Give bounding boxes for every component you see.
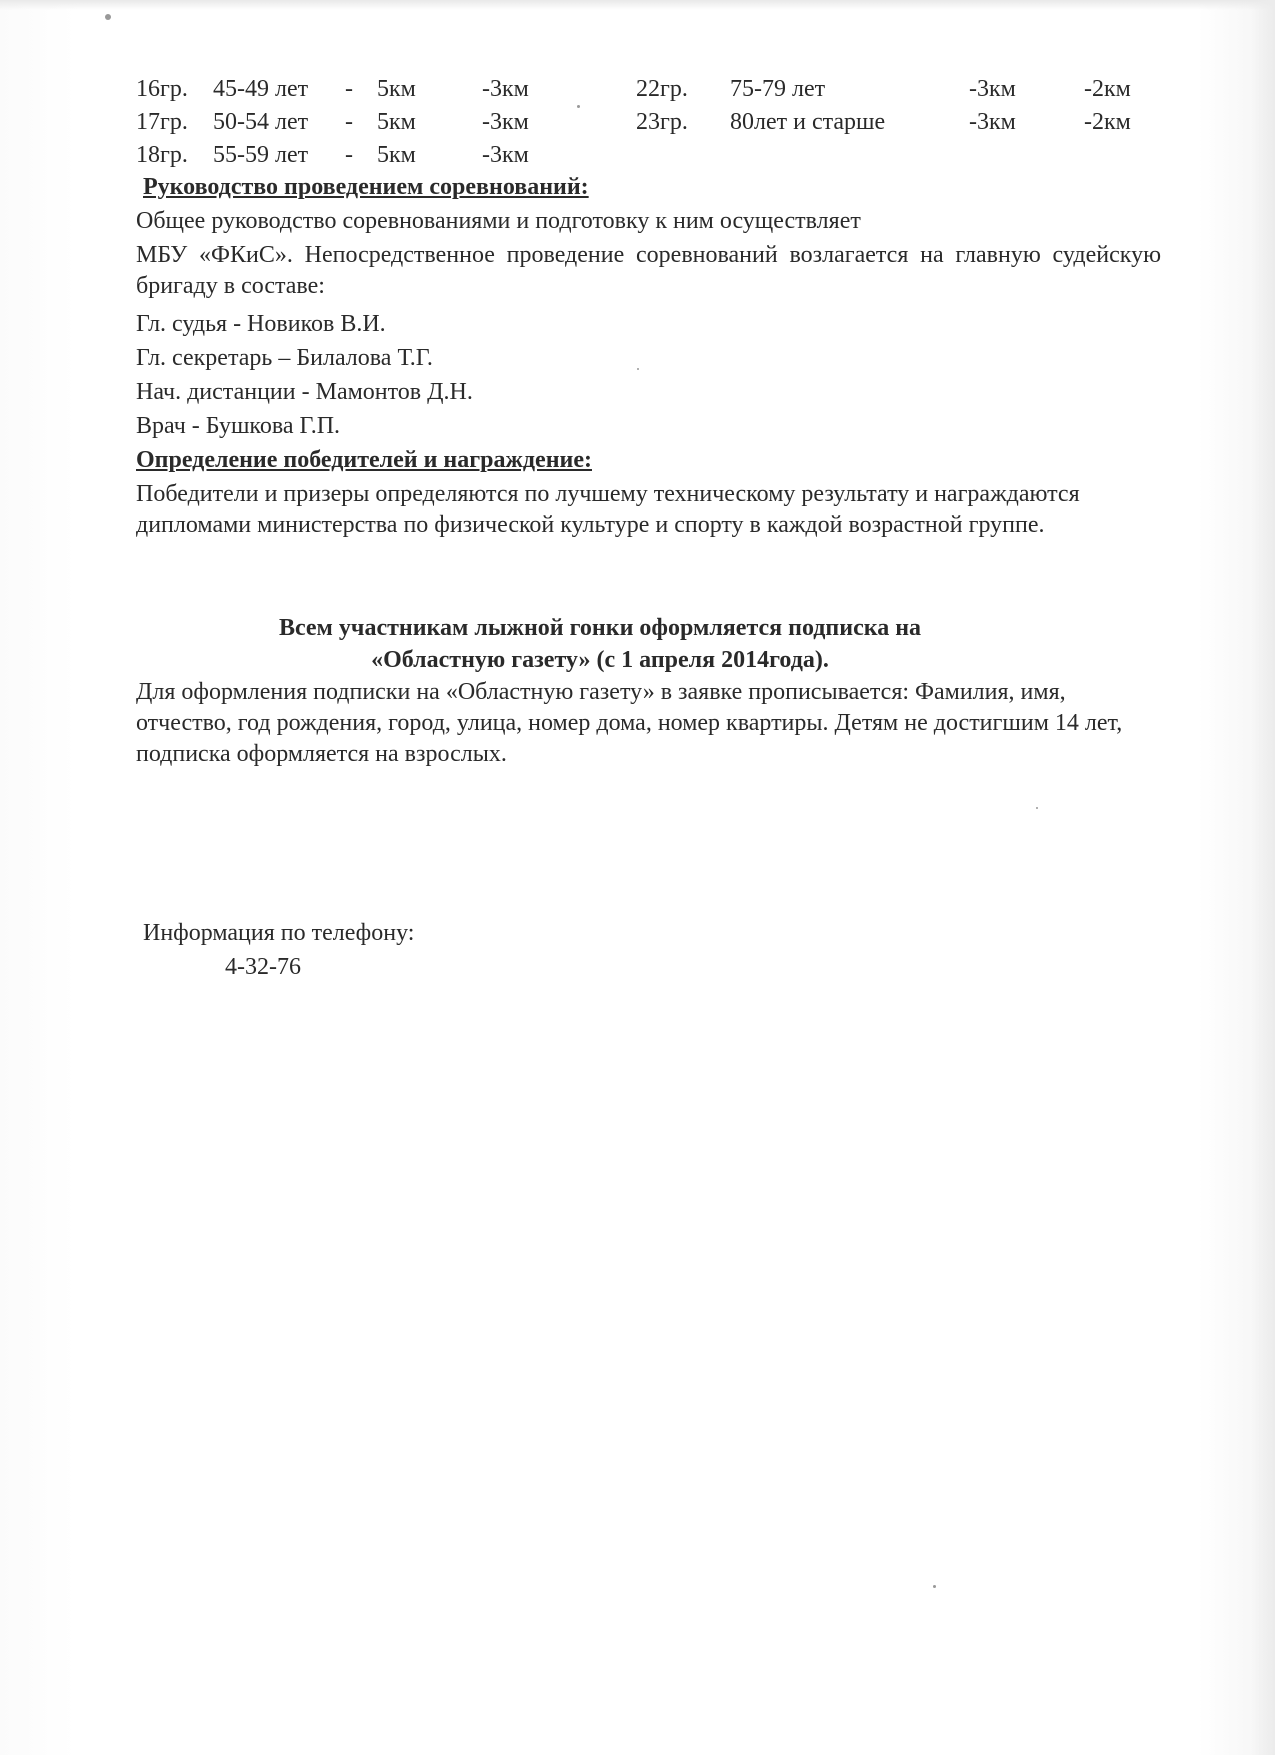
winners-heading: Определение победителей и награждение: <box>136 447 592 473</box>
group-row-16 <box>0 74 1275 104</box>
scan-speck <box>933 1585 936 1588</box>
contact-label: Информация по телефону: <box>143 920 415 946</box>
group-distance-1: 5км <box>377 76 416 102</box>
group-row-17 <box>0 107 1275 137</box>
group-distance-1: -3км <box>969 109 1016 135</box>
scan-speck <box>105 14 111 20</box>
group-dash: - <box>345 142 353 168</box>
winners-text: Победители и призеры определяются по лучшему техническому результату и награждаются дипломами министерства по физической культуре и спорту в каждой возрастной группе. <box>136 481 1080 538</box>
group-age: 80лет и старше <box>730 109 886 135</box>
group-number: 16гр. <box>136 76 188 102</box>
group-age: 45-49 лет <box>213 76 309 102</box>
subscription-title-line1: Всем участникам лыжной гонки оформляется подписка на <box>278 615 922 641</box>
scan-edge-right <box>1251 0 1275 1755</box>
scan-speck <box>1036 807 1038 809</box>
group-age: 75-79 лет <box>730 76 826 102</box>
judge-distance: Нач. дистанции - Мамонтов Д.Н. <box>136 379 473 405</box>
subscription-title-line2: «Областную газету» (с 1 апреля 2014года). <box>371 647 829 673</box>
group-dash: - <box>345 76 353 102</box>
group-distance-2: -3км <box>482 109 529 135</box>
group-age: 50-54 лет <box>213 109 309 135</box>
group-number: 23гр. <box>636 109 688 135</box>
group-age: 55-59 лет <box>213 142 309 168</box>
group-row-18 <box>0 140 1275 170</box>
group-number: 22гр. <box>636 76 688 102</box>
group-distance-1: 5км <box>377 142 416 168</box>
management-text: МБУ «ФКиС». Непосредственное проведение соревнований возлагается на главную судейскую бригаду в составе: <box>136 242 1161 299</box>
management-heading: Руководство проведением соревнований: <box>143 174 589 200</box>
subscription-text: Для оформления подписки на «Областную газету» в заявке прописывается: Фамилия, имя, отчество, год рождения, город, улица, номер дома, номер квартиры. Детям не достигшим 14 лет, подписка оформляется на взрослых. <box>136 679 1123 767</box>
judge-doctor: Врач - Бушкова Г.П. <box>136 413 341 439</box>
group-distance-1: 5км <box>377 109 416 135</box>
group-distance-1: -3км <box>969 76 1016 102</box>
group-number: 17гр. <box>136 109 188 135</box>
group-number: 18гр. <box>136 142 188 168</box>
judge-secretary: Гл. секретарь – Билалова Т.Г. <box>136 345 433 371</box>
group-distance-2: -2км <box>1084 109 1131 135</box>
contact-phone: 4-32-76 <box>225 954 301 980</box>
group-distance-2: -3км <box>482 142 529 168</box>
group-distance-2: -3км <box>482 76 529 102</box>
judge-chief: Гл. судья - Новиков В.И. <box>136 311 386 337</box>
management-text-line1: Общее руководство соревнованиями и подготовку к ним осуществляет <box>136 208 861 234</box>
group-dash: - <box>345 109 353 135</box>
group-distance-2: -2км <box>1084 76 1131 102</box>
scan-speck <box>637 368 639 370</box>
scan-edge-top <box>0 0 1275 10</box>
